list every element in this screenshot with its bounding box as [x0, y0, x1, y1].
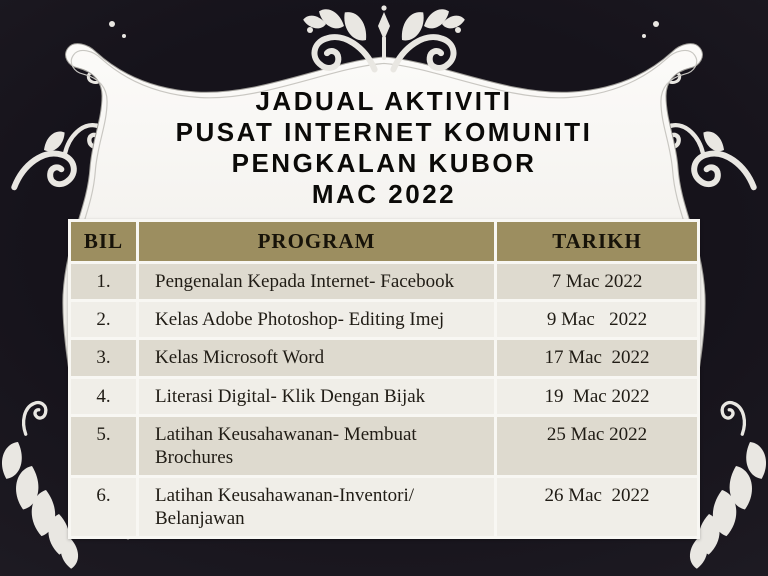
column-header-program: PROGRAM: [139, 222, 494, 261]
row-number: 5.: [71, 417, 136, 475]
title-line-3: PENGKALAN KUBOR: [231, 148, 537, 178]
table-row: [71, 302, 697, 337]
title-line-2: PUSAT INTERNET KOMUNITI: [175, 117, 593, 147]
program-date: 19 Mac 2022: [497, 379, 697, 414]
program-name: Pengenalan Kepada Internet- Facebook: [139, 264, 494, 299]
row-number: 3.: [71, 340, 136, 375]
corner-flourish-bottom-right: [688, 398, 768, 569]
program-name: Latihan Keusahawanan- Membuat Brochures: [139, 417, 494, 475]
row-number: 4.: [71, 379, 136, 414]
program-date: 25 Mac 2022: [497, 417, 697, 475]
table-row: [71, 417, 697, 475]
table-row: [71, 340, 697, 375]
program-name: Latihan Keusahawanan-Inventori/ Belanjawan: [139, 478, 494, 536]
table-row: [71, 264, 697, 299]
title-line-1: JADUAL AKTIVITI: [255, 86, 513, 116]
program-date: 7 Mac 2022: [497, 264, 697, 299]
program-name: Kelas Adobe Photoshop- Editing Imej: [139, 302, 494, 337]
column-header-tarikh: TARIKH: [497, 222, 697, 261]
title-line-4: MAC 2022: [311, 179, 457, 209]
program-date: 9 Mac 2022: [497, 302, 697, 337]
row-number: 1.: [71, 264, 136, 299]
program-name: Kelas Microsoft Word: [139, 340, 494, 375]
slide-title: [0, 86, 768, 210]
program-date: 26 Mac 2022: [497, 478, 697, 536]
table-row: [71, 379, 697, 414]
column-header-bil: BIL: [71, 222, 136, 261]
row-number: 6.: [71, 478, 136, 536]
program-date: 17 Mac 2022: [497, 340, 697, 375]
table-header-row: [71, 222, 697, 261]
activity-schedule-table: [68, 219, 700, 539]
program-name: Literasi Digital- Klik Dengan Bijak: [139, 379, 494, 414]
row-number: 2.: [71, 302, 136, 337]
table-row: [71, 478, 697, 536]
